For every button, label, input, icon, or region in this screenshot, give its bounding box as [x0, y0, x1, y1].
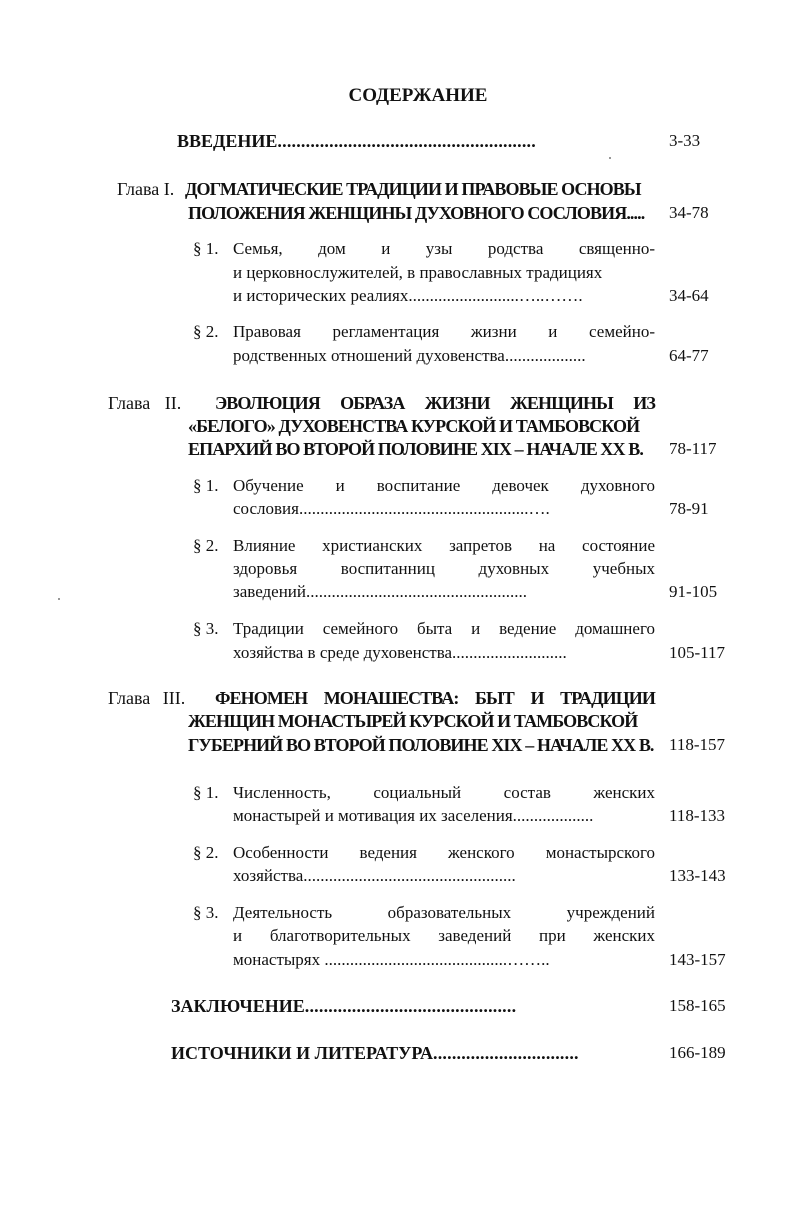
page-range: 143-157: [669, 950, 726, 969]
section-number: § 2.: [193, 843, 219, 862]
section-number: § 1.: [193, 783, 219, 802]
leader-dots: ...............................: [433, 1043, 579, 1063]
scan-speck: [609, 157, 611, 159]
chapter-title-line: ФЕНОМЕН МОНАШЕСТВА: БЫТ И ТРАДИЦИИ: [215, 688, 655, 708]
section-text-line: Деятельность образовательных учреждений: [233, 903, 655, 922]
chapter-title-line: ЕПАРХИЙ ВО ВТОРОЙ ПОЛОВИНЕ XIX – НАЧАЛЕ XX В.: [188, 439, 643, 459]
chapter-title-line: ПОЛОЖЕНИЯ ЖЕНЩИНЫ ДУХОВНОГО СОСЛОВИЯ.....: [188, 203, 645, 223]
scan-speck: [58, 598, 60, 600]
page-range: 118-133: [669, 806, 726, 825]
page-range: 118-157: [669, 735, 726, 754]
entry-label: ИСТОЧНИКИ И ЛИТЕРАТУРА: [171, 1043, 434, 1063]
section-text-line: Правовая регламентация жизни и семейно-: [233, 322, 655, 341]
page-range: 133-143: [669, 866, 726, 885]
toc-entry-introduction[interactable]: [177, 131, 536, 152]
page-range: 78-117: [669, 439, 717, 458]
page-range: 78-91: [669, 499, 709, 518]
page-range: 64-77: [669, 346, 709, 365]
section-number: § 2.: [193, 322, 219, 341]
section-text-line: Особенности ведения женского монастырского: [233, 843, 655, 862]
chapter-prefix: Глава I.: [117, 179, 175, 199]
page-range: 105-117: [669, 643, 726, 662]
section-text-line: хозяйства в среде духовенства...........................: [233, 643, 567, 662]
chapter-title-line: ГУБЕРНИЙ ВО ВТОРОЙ ПОЛОВИНЕ XIX – НАЧАЛЕ XX В.: [188, 735, 654, 755]
section-number: § 1.: [193, 239, 219, 258]
section-text-line: хозяйства..................................................: [233, 866, 516, 885]
section-text-line: и благотворительных заведений при женских: [233, 926, 655, 945]
section-text-line: заведений....................................................: [233, 582, 527, 601]
toc-entry-conclusion[interactable]: [171, 996, 516, 1017]
page-range: 34-78: [669, 203, 709, 222]
page-range: 158-165: [669, 996, 726, 1015]
section-number: § 3.: [193, 619, 219, 638]
page-title: СОДЕРЖАНИЕ: [348, 85, 488, 106]
leader-dots: .............................................: [304, 996, 517, 1016]
section-number: § 3.: [193, 903, 219, 922]
section-text-line: сословия......................................................….: [233, 499, 550, 518]
entry-label: ВВЕДЕНИЕ: [177, 131, 278, 151]
page-range: 34-64: [669, 286, 709, 305]
section-text-line: монастырей и мотивация их заселения...................: [233, 806, 594, 825]
section-text-line: Численность, социальный состав женских: [233, 783, 655, 802]
section-text-line: и церковнослужителей, в православных традициях: [233, 263, 603, 282]
page-range: 166-189: [669, 1043, 726, 1062]
section-text-line: Традиции семейного быта и ведение домашнего: [233, 619, 655, 638]
section-text-line: здоровья воспитанниц духовных учебных: [233, 559, 655, 578]
entry-label: ЗАКЛЮЧЕНИЕ: [171, 996, 305, 1016]
section-number: § 1.: [193, 476, 219, 495]
chapter-prefix: Глава II.: [108, 393, 182, 413]
leader-dots: .......................................................: [277, 131, 536, 151]
toc-entry-sources[interactable]: [171, 1043, 579, 1064]
section-text-line: и исторических реалиях..........................…..…….: [233, 286, 583, 305]
chapter-title-line: ДОГМАТИЧЕСКИЕ ТРАДИЦИИ И ПРАВОВЫЕ ОСНОВЫ: [185, 179, 641, 199]
section-text-line: родственных отношений духовенства...................: [233, 346, 586, 365]
chapter-title-line: ЖЕНЩИН МОНАСТЫРЕЙ КУРСКОЙ И ТАМБОВСКОЙ: [188, 711, 638, 731]
section-text-line: Семья, дом и узы родства священно-: [233, 239, 655, 258]
chapter-title-line: ЭВОЛЮЦИЯ ОБРАЗА ЖИЗНИ ЖЕНЩИНЫ ИЗ: [215, 393, 655, 413]
section-text-line: Влияние христианских запретов на состояние: [233, 536, 655, 555]
chapter-prefix: Глава III.: [108, 688, 186, 708]
page-range: 3-33: [669, 131, 701, 150]
section-text-line: монастырях ...........................................……..: [233, 950, 550, 969]
section-number: § 2.: [193, 536, 219, 555]
section-text-line: Обучение и воспитание девочек духовного: [233, 476, 655, 495]
page-range: 91-105: [669, 582, 718, 601]
chapter-title-line: «БЕЛОГО» ДУХОВЕНСТВА КУРСКОЙ И ТАМБОВСКОЙ: [188, 416, 640, 436]
